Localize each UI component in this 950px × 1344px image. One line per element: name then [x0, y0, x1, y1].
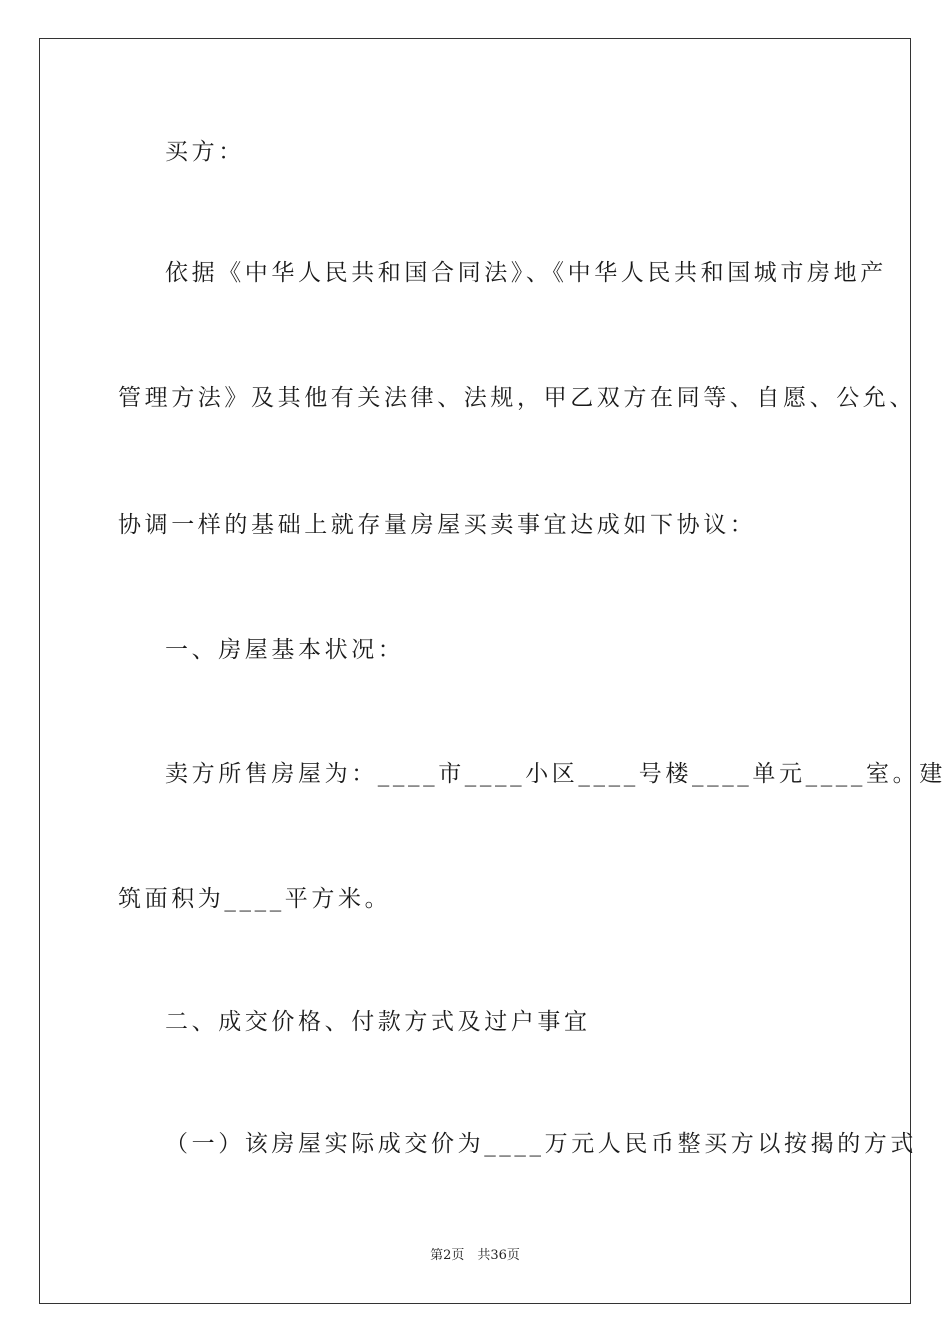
- paragraph-house-location-line-2: 筑面积为____平方米。: [118, 886, 392, 912]
- buyer-label: 买方：: [165, 139, 245, 165]
- section-heading-price-payment: 二、成交价格、付款方式及过户事宜: [165, 1009, 591, 1035]
- paragraph-basis-line-3: 协调一样的基础上就存量房屋买卖事宜达成如下协议：: [118, 512, 757, 538]
- paragraph-basis-line-1: 依据《中华人民共和国合同法》、《中华人民共和国城市房地产: [165, 260, 887, 286]
- page-frame: [39, 38, 946, 1304]
- paragraph-price-line-1: （一）该房屋实际成交价为____万元人民币整买方以按揭的方式: [165, 1131, 917, 1157]
- paragraph-house-location-line-1: 卖方所售房屋为：____市____小区____号楼____单元____室。建: [165, 761, 946, 787]
- page-number-footer: 第2页 共36页: [430, 1248, 520, 1263]
- section-heading-house-info: 一、房屋基本状况：: [165, 637, 405, 663]
- paragraph-basis-line-2: 管理方法》及其他有关法律、法规，甲乙双方在同等、自愿、公允、: [118, 385, 916, 411]
